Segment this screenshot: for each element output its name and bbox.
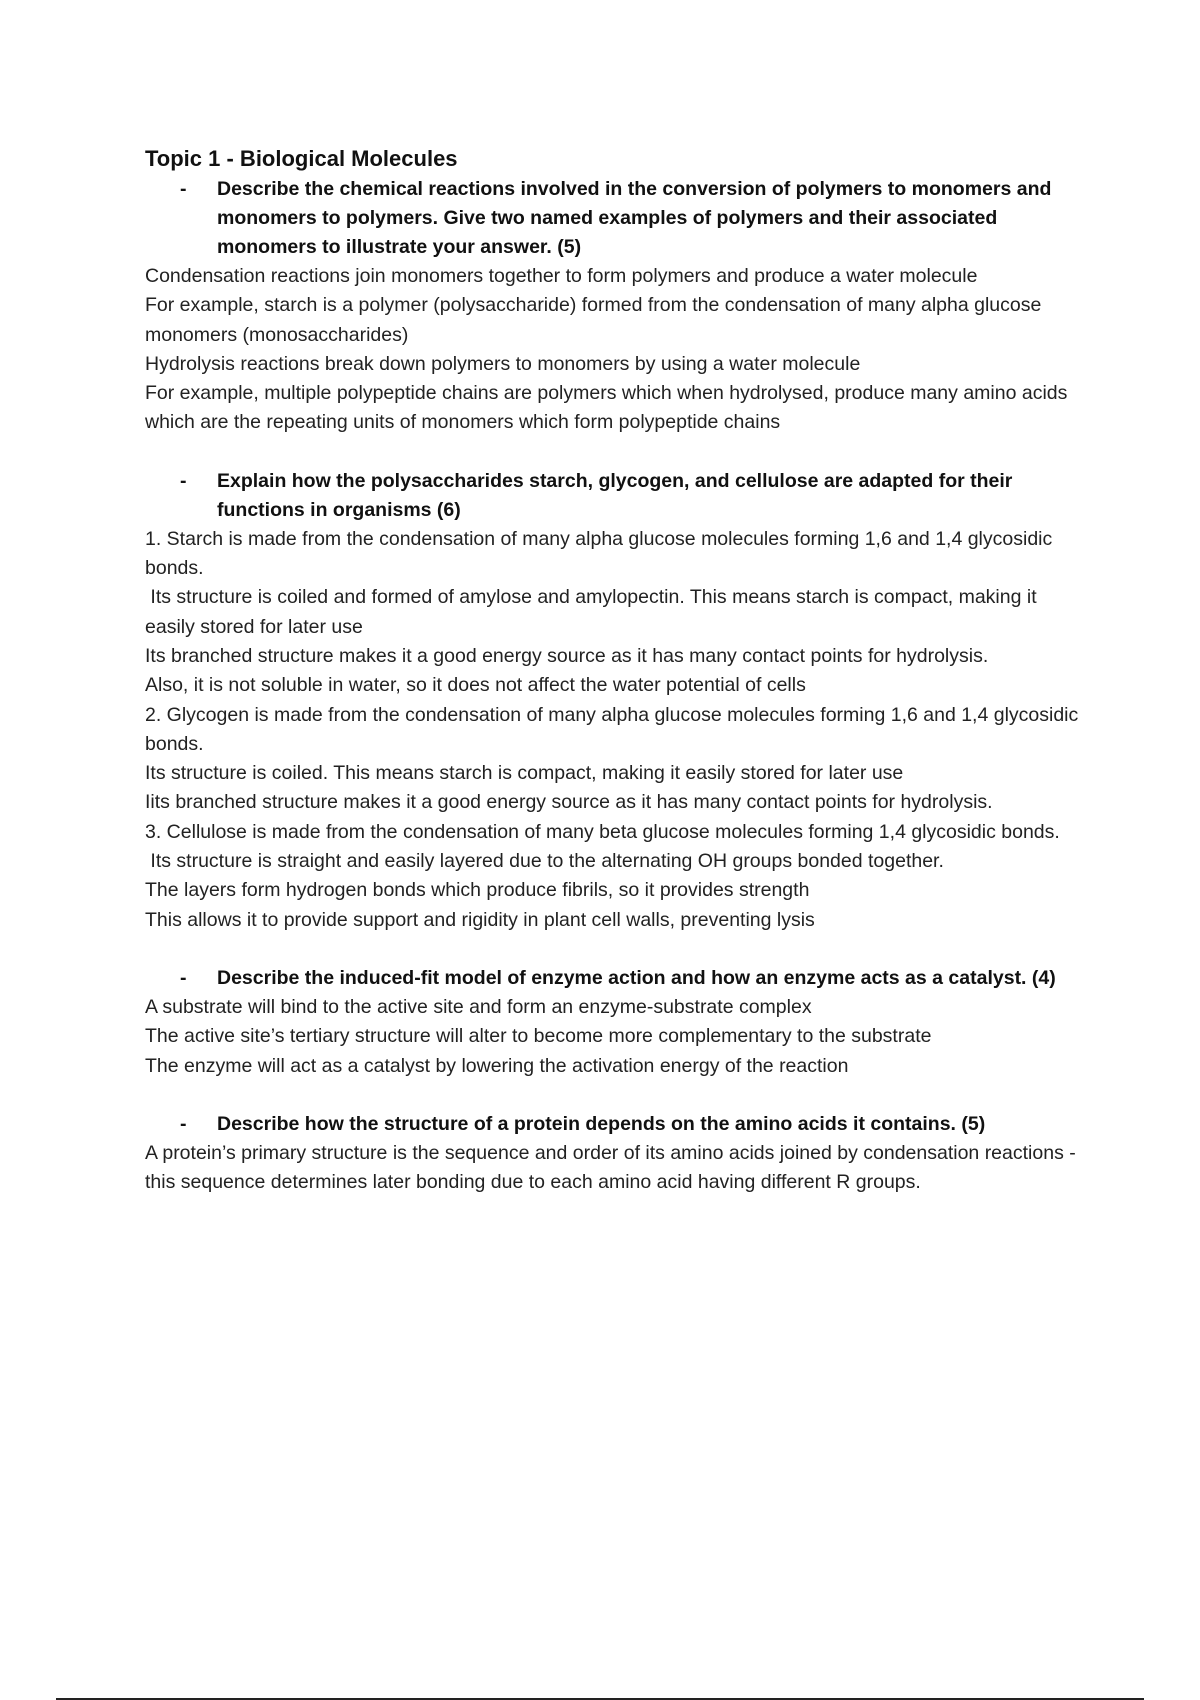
answer-line: For example, starch is a polymer (polysaccharide) formed from the condensation of many alpha glucose monomers (monosaccharides) — [145, 294, 1047, 346]
question-text: Describe the induced-fit model of enzyme action and how an enzyme acts as a catalyst. (4) — [217, 966, 1056, 989]
question-text: Describe the chemical reactions involved in the conversion of polymers to monomers and monomers to polymers. Give two named examples of polymers and their associated monomers to illustrate your answer. (5) — [217, 178, 1052, 258]
answer-line: Its structure is coiled and formed of amylose and amylopectin. This means starch is compact, making it easily stored for later use — [145, 586, 1043, 638]
answer-line: 1. Starch is made from the condensation of many alpha glucose molecules forming 1,6 and 1,4 glycosidic bonds. — [145, 527, 1058, 580]
question-heading-4 — [145, 1110, 1085, 1139]
question-heading-3 — [145, 964, 1085, 993]
answer-line: Iits branched structure makes it a good energy source as it has many contact points for hydrolysis. — [145, 791, 993, 814]
question-section-2 — [145, 467, 1085, 935]
answer-line: Its structure is straight and easily layered due to the alternating OH groups bonded together. — [145, 850, 944, 873]
answer-line: A substrate will bind to the active site and form an enzyme-substrate complex — [145, 995, 812, 1018]
answer-line: Also, it is not soluble in water, so it does not affect the water potential of cells — [145, 674, 806, 697]
answer-line: The layers form hydrogen bonds which produce fibrils, so it provides strength — [145, 879, 810, 902]
question-heading-1 — [145, 175, 1085, 262]
bullet-marker: - — [180, 469, 187, 492]
section-spacer — [145, 438, 1085, 467]
question-section-3 — [145, 964, 1085, 1081]
question-text: Describe how the structure of a protein depends on the amino acids it contains. (5) — [217, 1112, 986, 1135]
answer-line: This allows it to provide support and rigidity in plant cell walls, preventing lysis — [145, 908, 815, 931]
question-heading-2 — [145, 467, 1085, 525]
answer-line: For example, multiple polypeptide chains are polymers which when hydrolysed, produce many amino acids which are the repeating units of monomers which form polypeptide chains — [145, 382, 1073, 434]
question-section-1 — [145, 175, 1085, 438]
section-spacer — [145, 1081, 1085, 1110]
question-section-4 — [145, 1110, 1085, 1198]
answer-line: Its structure is coiled. This means starch is compact, making it easily stored for later use — [145, 762, 904, 785]
answer-line: A protein’s primary structure is the sequence and order of its amino acids joined by condensation reactions - this sequence determines later bonding due to each amino acid having different R groups. — [145, 1141, 1082, 1194]
answer-line: The enzyme will act as a catalyst by lowering the activation energy of the reaction — [145, 1054, 849, 1077]
answer-line: 3. Cellulose is made from the condensation of many beta glucose molecules forming 1,4 glycosidic bonds. — [145, 820, 1060, 843]
bullet-marker: - — [180, 178, 187, 200]
answer-line: The active site’s tertiary structure will alter to become more complementary to the substrate — [145, 1025, 932, 1048]
bullet-marker: - — [180, 1112, 187, 1135]
topic-title: Topic 1 - Biological Molecules — [145, 146, 458, 171]
answer-line: Condensation reactions join monomers together to form polymers and produce a water molecule — [145, 265, 978, 287]
answer-line: 2. Glycogen is made from the condensation of many alpha glucose molecules forming 1,6 and 1,4 glycosidic bonds. — [145, 703, 1084, 755]
bullet-marker: - — [180, 966, 187, 989]
answer-line: Its branched structure makes it a good energy source as it has many contact points for hydrolysis. — [145, 644, 989, 667]
answer-line: Hydrolysis reactions break down polymers to monomers by using a water molecule — [145, 352, 861, 375]
document-page — [145, 145, 1085, 1197]
section-spacer — [145, 935, 1085, 964]
question-text: Explain how the polysaccharides starch, glycogen, and cellulose are adapted for their functions in organisms (6) — [217, 469, 1013, 521]
